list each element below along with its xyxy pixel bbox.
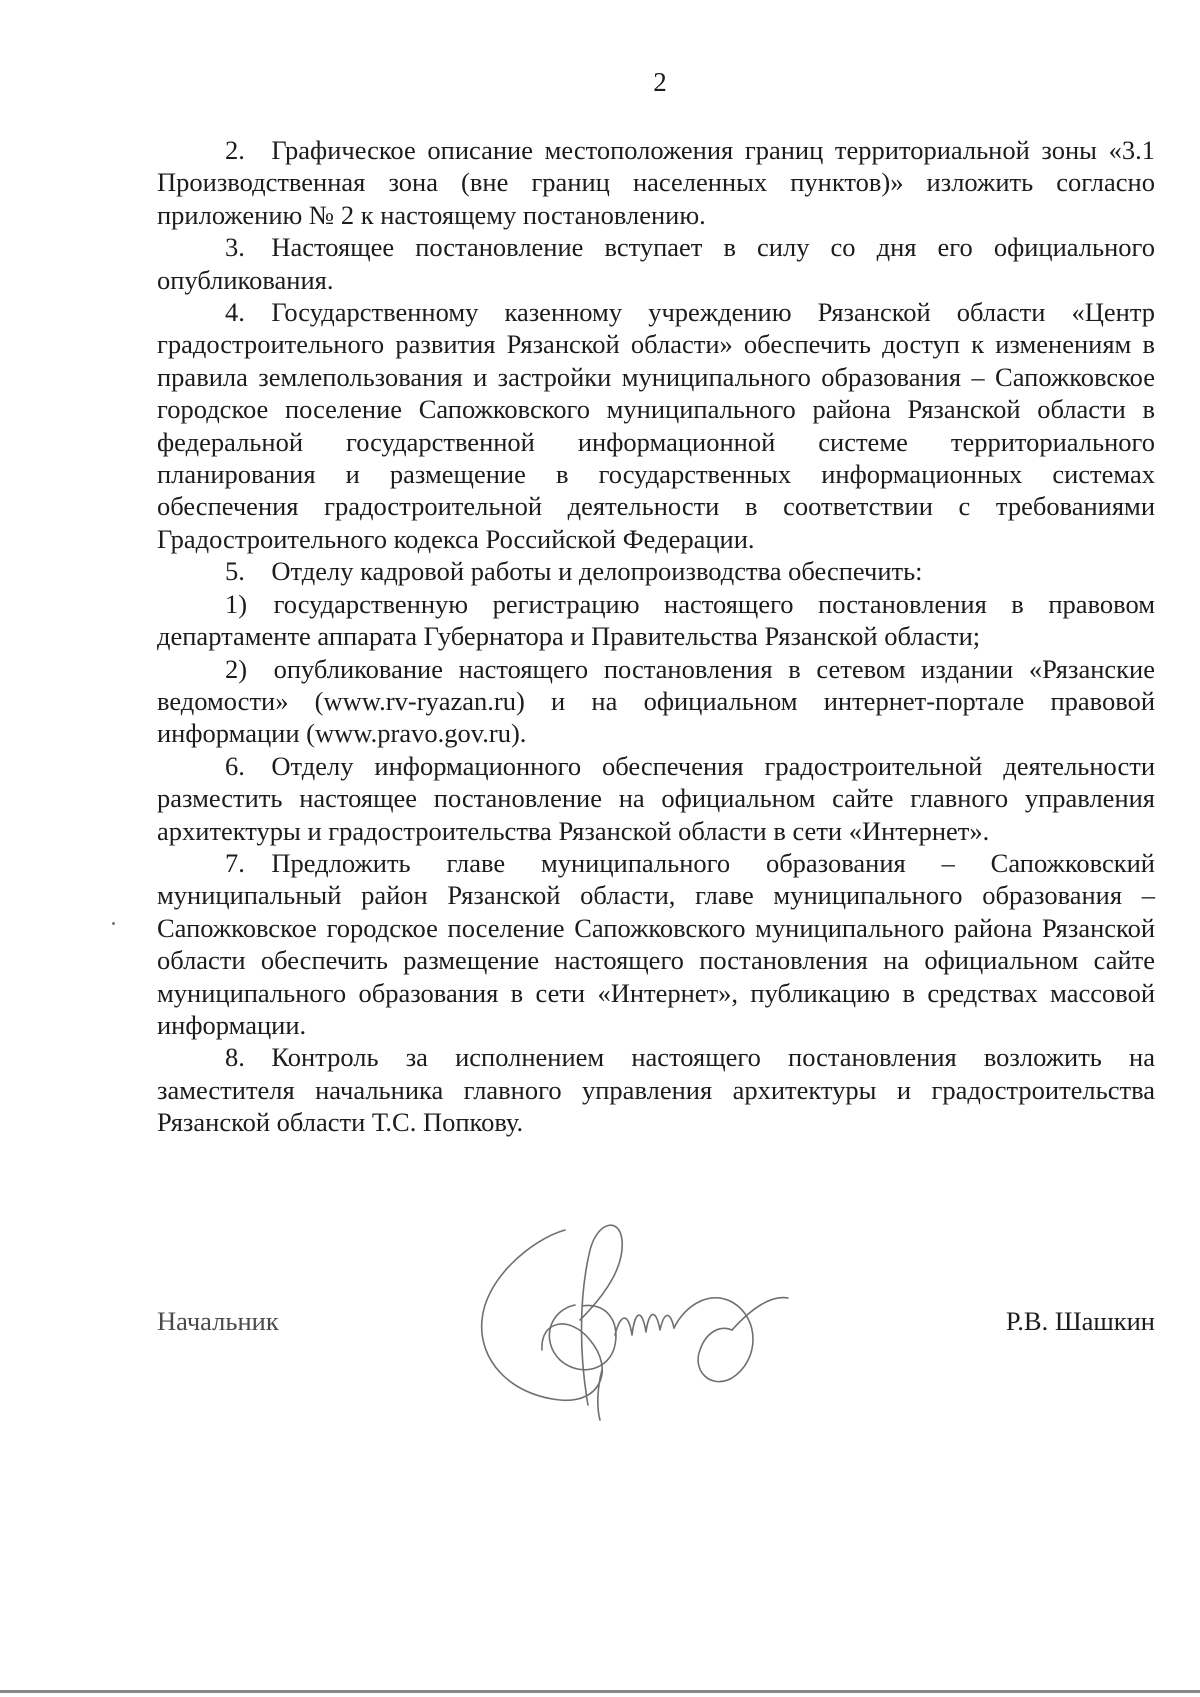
signature-block: [157, 1305, 1155, 1345]
document-body: [157, 134, 1155, 1139]
signatory-title: Начальник: [157, 1306, 279, 1336]
paragraph-5: 5. Отделу кадровой работы и делопроизводства обеспечить:: [225, 556, 923, 587]
paragraph-3: 3. Настоящее постановление вступает в силу со дня его официального опубликования.: [157, 232, 1155, 295]
paragraph-2: 2. Графическое описание местоположения границ территориальной зоны «3.1 Производственная зона (вне границ населенных пунктов)» изложить согласно приложению № 2 к настоящему постановлению.: [157, 135, 1155, 230]
paragraph-4: 4. Государственному казенному учреждению Рязанской области «Центр градостроительного развития Рязанской области» обеспечить доступ к изменениям в правила землепользования и застройки муниципального образования – Сапожковское городское поселение Сапожковского муниципального района Рязанской области в федеральной государственной информационной системе территориального планирования и размещение в государственных информационных системах обеспечения градостроительной деятельности в соответствии с требованиями Градостроительного кодекса Российской Федерации.: [157, 297, 1155, 554]
bottom-scan-edge: [0, 1690, 1200, 1693]
paragraph-7: 7. Предложить главе муниципального образования – Сапожковский муниципальный район Рязанской области, главе муниципального образования – Сапожковское городское поселение Сапожковского муниципального района Рязанской области обеспечить размещение настоящего постановления на официальном сайте муниципального образования в сети «Интернет», публикацию в средствах массовой информации.: [157, 847, 1155, 1040]
paragraph-5-item-1: 1) государственную регистрацию настоящего постановления в правовом департаменте аппарата Губернатора и Правительства Рязанской области;: [157, 588, 1155, 652]
page-number: 2: [653, 67, 667, 97]
signatory-name: Р.В. Шашкин: [1005, 1306, 1155, 1336]
paragraph-5-item-2: 2) опубликование настоящего постановления в сетевом издании «Рязанские ведомости» (www.rv-ryazan.ru) и на официальном интернет-портале правовой информации (www.pravo.gov.ru).: [157, 653, 1155, 749]
paragraph-8: 8. Контроль за исполнением настоящего постановления возложить на заместителя начальника главного управления архитектуры и градостроительства Рязанской области Т.С. Попкову.: [157, 1042, 1155, 1138]
paragraph-6: 6. Отделу информационного обеспечения градостроительной деятельности разместить настоящее постановление на официальном сайте главного управления архитектуры и градостроительства Рязанской области в сети «Интернет».: [157, 750, 1155, 846]
scan-artifact-dot: [112, 922, 115, 925]
